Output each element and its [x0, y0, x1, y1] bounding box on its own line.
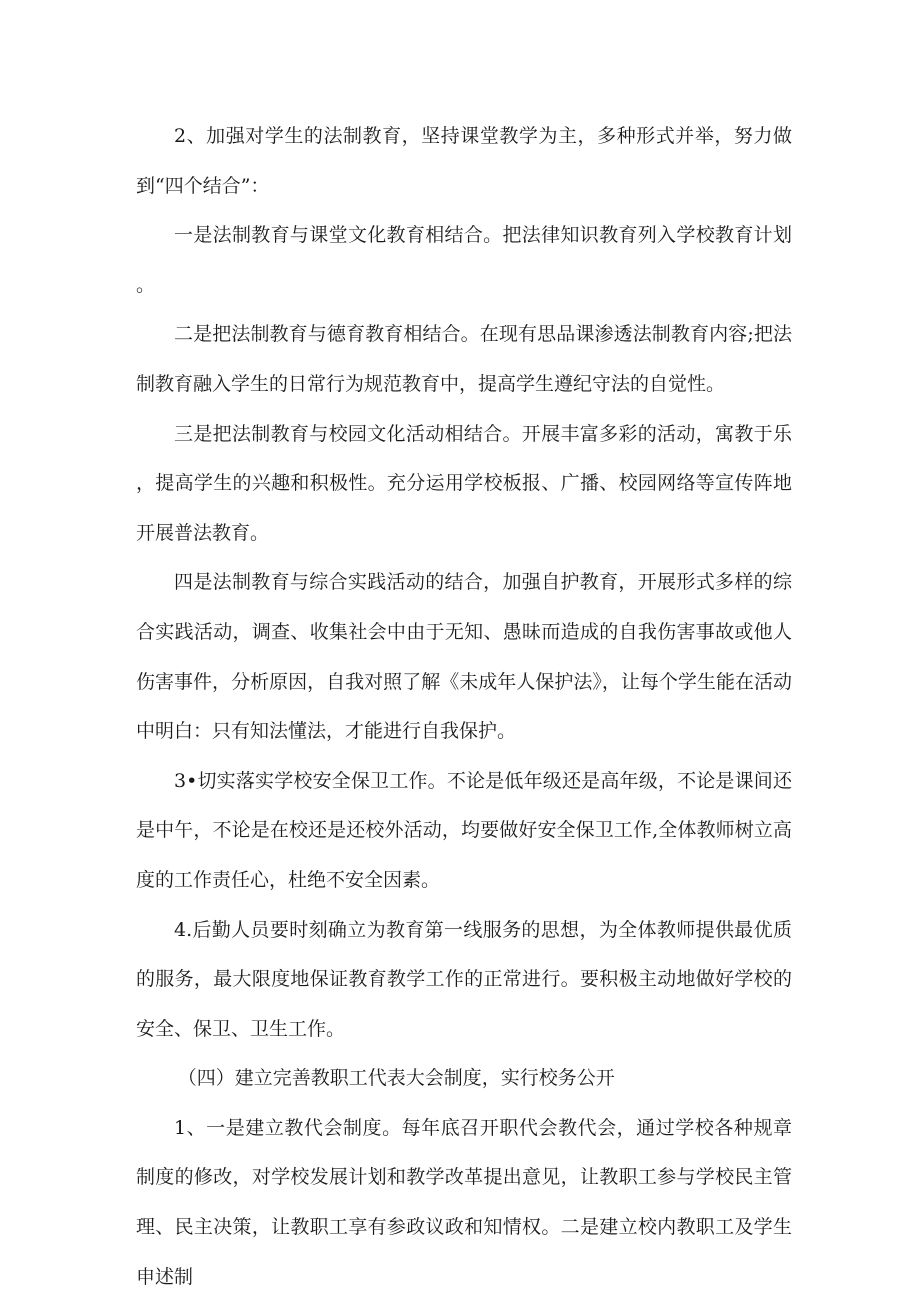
paragraph-legal-education-intro: 2、加强对学生的法制教育，坚持课堂教学为主，多种形式并举，努力做到“四个结合”： — [136, 125, 792, 197]
paragraph-combination-three: 三是把法制教育与校园文化活动相结合。开展丰富多彩的活动，寓教于乐，提高学生的兴趣和积极性。充分运用学校板报、广播、校园网络等宣传阵地开展普法教育。 — [136, 422, 792, 544]
paragraph-staff-congress-system: 1、一是建立教代会制度。每年底召开职代会教代会，通过学校各种规章制度的修改，对学校发展计划和教学改革提出意见，让教职工参与学校民主管理、民主决策，让教职工享有参政议政和知情权。二是建立校内教职工及学生申述制 — [136, 1116, 792, 1288]
section-heading-staff-congress: （四）建立完善教职工代表大会制度，实行校务公开 — [177, 1067, 615, 1090]
paragraph-logistics-staff: 4.后勤人员要时刻确立为教育第一线服务的思想，为全体教师提供最优质的服务，最大限度地保证教育教学工作的正常进行。要积极主动地做好学校的安全、保卫、卫生工作。 — [136, 918, 792, 1040]
paragraph-combination-four: 四是法制教育与综合实践活动的结合，加强自护教育，开展形式多样的综合实践活动，调查、收集社会中由于无知、愚昧而造成的自我伤害事故或他人伤害事件，分析原因，自我对照了解《未成年人保护法》，让每个学生能在活动中明白：只有知法懂法，才能进行自我保护。 — [136, 571, 792, 743]
paragraph-combination-one: 一是法制教育与课堂文化教育相结合。把法律知识教育列入学校教育计划。 — [136, 224, 792, 296]
paragraph-combination-two: 二是把法制教育与德育教育相结合。在现有思品课渗透法制教育内容;把法制教育融入学生的日常行为规范教育中，提高学生遵纪守法的自觉性。 — [136, 323, 792, 395]
document-page — [136, 112, 792, 1302]
paragraph-security-work: 3•切实落实学校安全保卫工作。不论是低年级还是高年级，不论是课间还是中午，不论是在校还是还校外活动，均要做好安全保卫工作,全体教师树立高度的工作责任心，杜绝不安全因素。 — [136, 769, 792, 891]
